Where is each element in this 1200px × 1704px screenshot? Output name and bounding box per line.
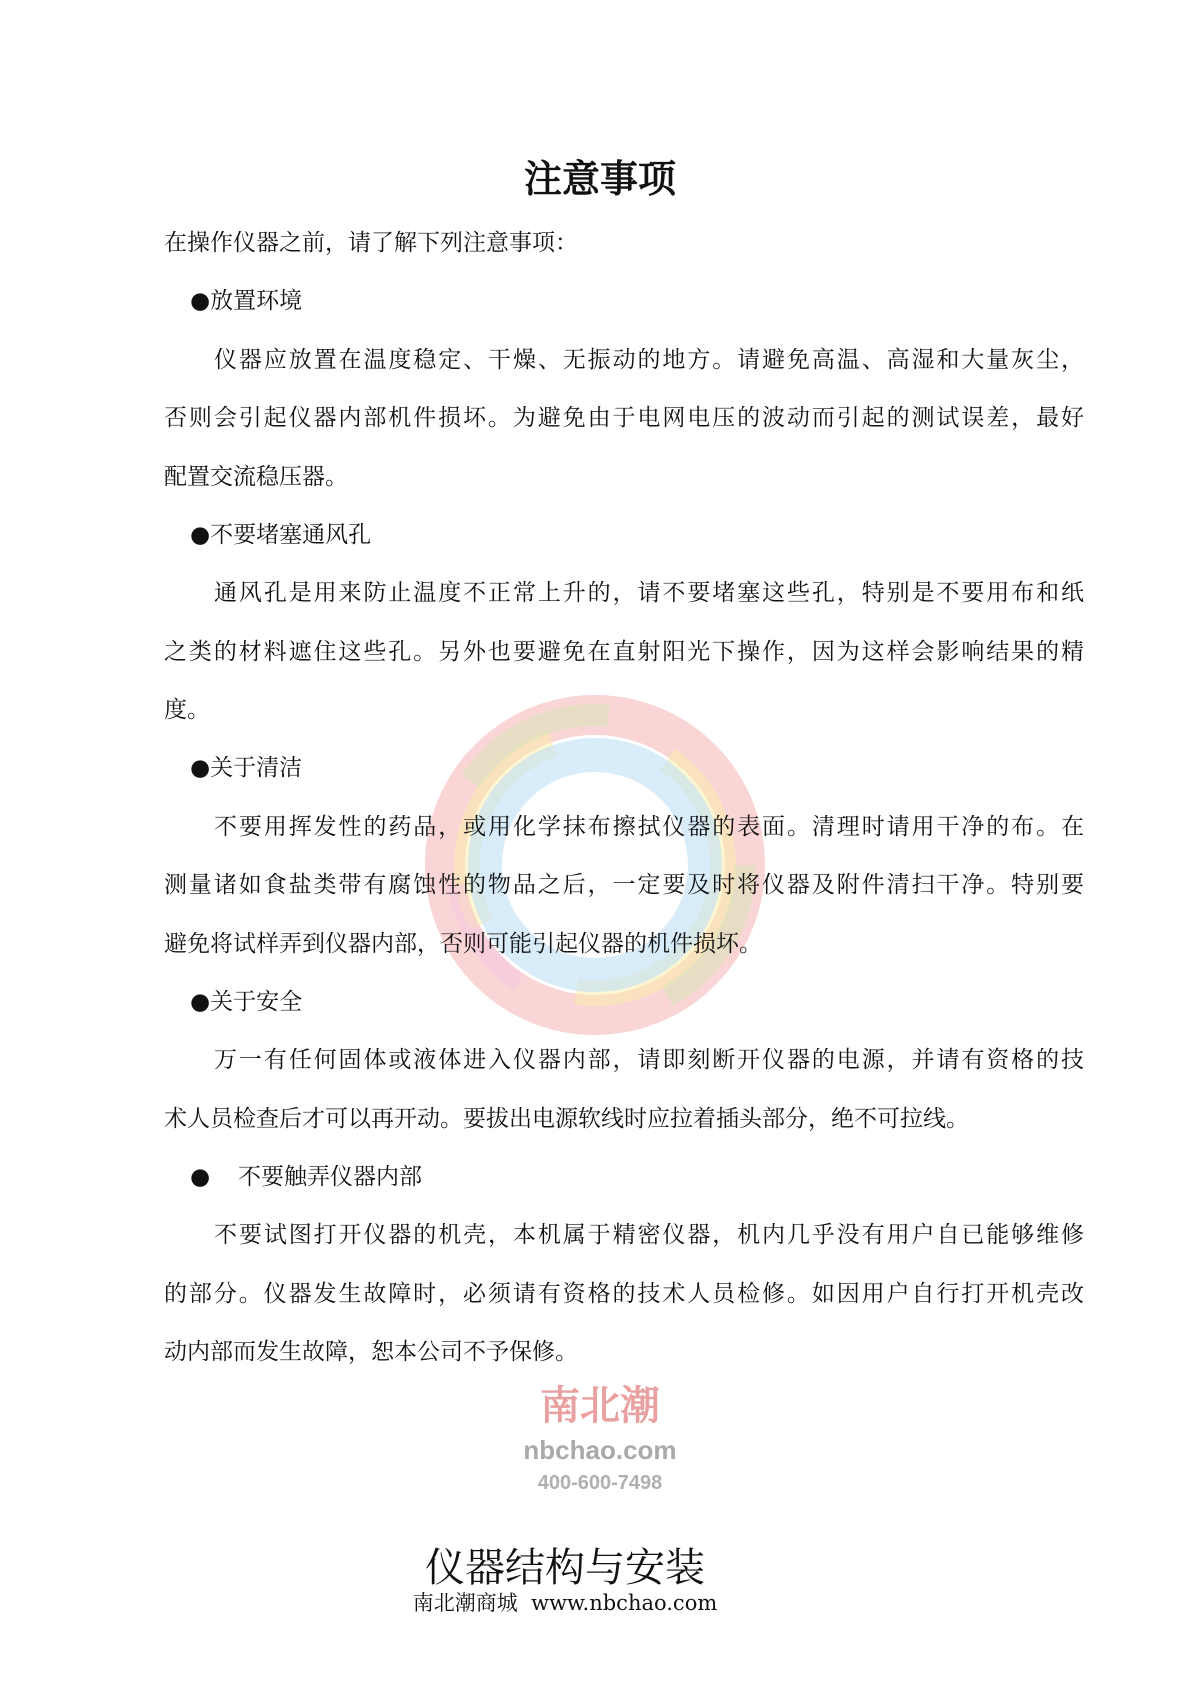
page-title: 注意事项	[523, 156, 676, 201]
intro-text: 在操作仪器之前，请了解下列注意事项：	[164, 230, 578, 256]
paragraph-line: 避免将试样弄到仪器内部，否则可能引起仪器的机件损坏。	[164, 931, 762, 957]
section-heading-text: 不要触弄仪器内部	[238, 1164, 422, 1190]
paragraph-line: 否则会引起仪器内部机件损坏。为避免由于电网电压的波动而引起的测试误差，最好	[164, 405, 1084, 431]
paragraph-line: 仪器应放置在温度稳定、干燥、无振动的地方。请避免高温、高湿和大量灰尘，	[214, 347, 1084, 373]
paragraph-line: 配置交流稳压器。	[164, 464, 348, 490]
section-heading: ●不要堵塞通风孔	[190, 522, 372, 548]
footer-site: 南北潮商城 www.nbchao.com	[412, 1591, 718, 1615]
paragraph-line: 不要试图打开仪器的机壳，本机属于精密仪器，机内几乎没有用户自已能够维修	[214, 1222, 1084, 1248]
section-heading: ●关于清洁	[190, 755, 303, 781]
paragraph-line: 术人员检查后才可以再开动。要拔出电源软线时应拉着插头部分，绝不可拉线。	[164, 1106, 969, 1132]
paragraph-line: 通风孔是用来防止温度不正常上升的，请不要堵塞这些孔，特别是不要用布和纸	[214, 580, 1084, 606]
bullet-icon: ●	[190, 1164, 211, 1190]
section-heading: ●放置环境	[190, 288, 303, 314]
paragraph-line: 测量诸如食盐类带有腐蚀性的物品之后，一定要及时将仪器及附件清扫干净。特别要	[164, 872, 1084, 898]
footer-chapter-title: 仪器结构与安装	[425, 1545, 705, 1591]
watermark-logo-text: 南北潮	[540, 1384, 660, 1428]
paragraph-line: 度。	[164, 697, 210, 723]
watermark-phone: 400-600-7498	[537, 1472, 663, 1494]
section-heading	[190, 1162, 1110, 1192]
paragraph-line: 万一有任何固体或液体进入仪器内部，请即刻断开仪器的电源，并请有资格的技	[214, 1047, 1084, 1073]
paragraph-line: 不要用挥发性的药品，或用化学抹布擦拭仪器的表面。清理时请用干净的布。在	[214, 814, 1084, 840]
paragraph-line: 动内部而发生故障，恕本公司不予保修。	[164, 1339, 578, 1365]
section-heading: ●关于安全	[190, 989, 303, 1015]
paragraph-line: 之类的材料遮住这些孔。另外也要避免在直射阳光下操作，因为这样会影响结果的精	[164, 639, 1084, 665]
watermark-domain: nbchao.com	[523, 1435, 677, 1465]
paragraph-line: 的部分。仪器发生故障时，必须请有资格的技术人员检修。如因用户自行打开机壳改	[164, 1281, 1084, 1307]
